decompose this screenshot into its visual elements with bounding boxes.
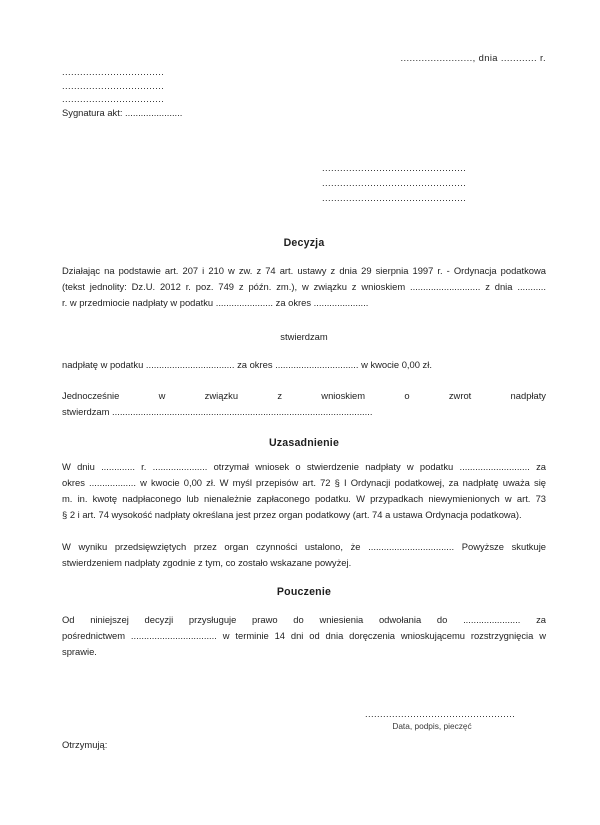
text-line: pośrednictwem ................................. w terminie 14 dni od dnia doręczenia wnioskującemu rozstrzygnięcia w bbox=[62, 630, 546, 641]
recipient-dotted-line-1: ................................................ bbox=[322, 162, 467, 173]
sender-block bbox=[62, 65, 546, 119]
signature-caption: Data, podpis, pieczęć bbox=[392, 721, 472, 731]
case-number-line: Sygnatura akt: ...................... bbox=[62, 106, 183, 118]
signature-dotted-line: .................................................. bbox=[365, 708, 516, 719]
date-line: ........................, dnia ............ r. bbox=[400, 52, 546, 63]
recipient-dotted-line-3: ................................................ bbox=[322, 192, 467, 203]
recipient-dotted-line-2: ................................................ bbox=[322, 177, 467, 188]
overpayment-line: nadpłatę w podatku .................................. za okres ................................ w kwocie 0,00 zł. bbox=[62, 359, 432, 370]
sender-dotted-line-3: .................................. bbox=[62, 93, 165, 104]
appeal-paragraph bbox=[62, 612, 546, 660]
text-line: § 2 i art. 74 wysokość nadpłaty określana jest przez organ podatkowy (art. 74 a ustawa Ordynacja podatkowa). bbox=[62, 509, 522, 520]
text-line: r. w przedmiocie nadpłaty w podatku ...................... za okres ..................... bbox=[62, 297, 369, 308]
justification-heading: Uzasadnienie bbox=[268, 437, 340, 449]
stwierdzam-heading: stwierdzam bbox=[280, 331, 328, 342]
recipient-block bbox=[322, 160, 482, 205]
refund-paragraph bbox=[62, 388, 546, 420]
text-line: okres .................. w kwocie 0,00 zł. W myśl przepisów art. 72 § I Ordynacji podatkowej, za nadpłatę uważa się bbox=[62, 477, 546, 488]
text-line: stwierdzeniem nadpłaty zgodnie z tym, co zostało wskazane powyżej. bbox=[62, 557, 352, 568]
signature-block bbox=[365, 708, 516, 732]
sender-dotted-line-1: .................................. bbox=[62, 66, 165, 77]
text-line: W wyniku przedsięwziętych przez organ czynności ustalono, że ................................. Powyższe skutkuje bbox=[62, 541, 546, 552]
text-line: m. in. kwotę nadpłaconego lub nienależnie zapłaconego podatku. W przypadkach niewymienionych w art. 73 bbox=[62, 493, 546, 504]
text-line: Jednocześnie w związku z wnioskiem o zwrot nadpłaty bbox=[62, 390, 546, 401]
document-title: Decyzja bbox=[283, 237, 325, 249]
justification-paragraph-2 bbox=[62, 539, 546, 571]
sender-dotted-line-2: .................................. bbox=[62, 79, 165, 91]
text-line: Od niniejszej decyzji przysługuje prawo do wniesienia odwołania do ...................... za bbox=[62, 614, 546, 625]
text-line: (tekst jednolity: Dz.U. 2012 r. poz. 749 z późn. zm.), w związku z wnioskiem ........................... z dnia ........... bbox=[62, 281, 546, 292]
recipients-label: Otrzymują: bbox=[62, 739, 108, 750]
justification-paragraph-1 bbox=[62, 459, 546, 523]
instruction-heading: Pouczenie bbox=[276, 586, 332, 598]
text-line: Działając na podstawie art. 207 i 210 w zw. z 74 art. ustawy z dnia 29 sierpnia 1997 r. - Ordynacja podatkowa bbox=[62, 265, 546, 276]
text-line: W dniu ............. r. ..................... otrzymał wniosek o stwierdzenie nadpłaty w podatku ........................... za bbox=[62, 461, 546, 472]
text-line: sprawie. bbox=[62, 646, 97, 657]
intro-paragraph bbox=[62, 263, 546, 311]
text-line: stwierdzam .................................................................................................... bbox=[62, 406, 373, 417]
